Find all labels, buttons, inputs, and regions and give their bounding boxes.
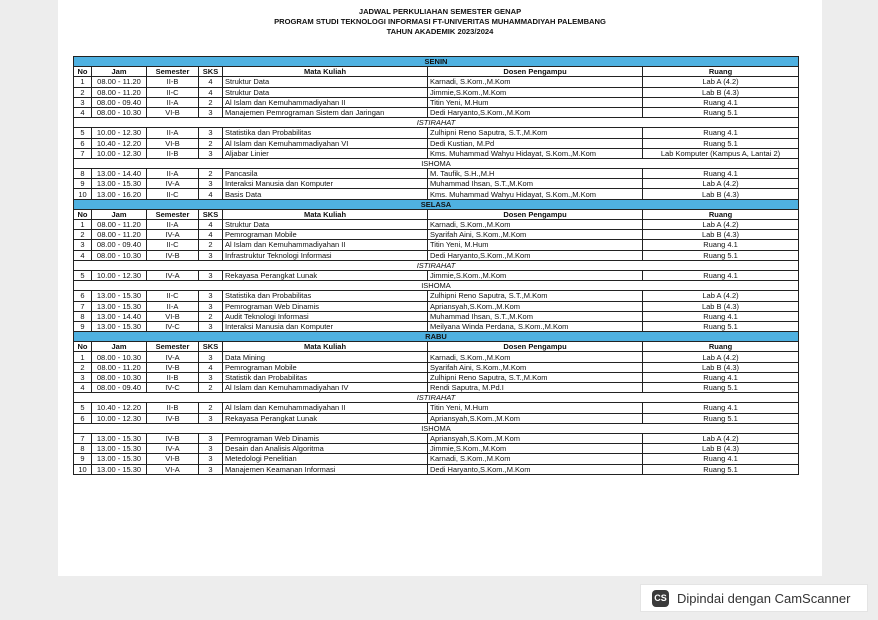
cell-mata-kuliah: Statistika dan Probabilitas [223, 128, 428, 138]
col-header-dosen: Dosen Pengampu [428, 209, 643, 219]
day-header-row [74, 332, 799, 342]
table-row [74, 433, 799, 443]
header-program: PROGRAM STUDI TEKNOLOGI INFORMASI FT-UNIVERITAS MUHAMMADIYAH PALEMBANG [274, 17, 606, 26]
cell-sks: 4 [199, 77, 223, 87]
cell-ruang: Ruang 4.1 [643, 169, 799, 179]
cell-jam: 08.00 - 11.20 [92, 77, 147, 87]
table-row [74, 148, 799, 158]
cell-no: 9 [74, 179, 92, 189]
cell-jam: 08.00 - 10.30 [92, 107, 147, 117]
cell-jam: 10.40 - 12.20 [92, 403, 147, 413]
cell-no: 4 [74, 383, 92, 393]
cell-jam: 08.00 - 09.40 [92, 383, 147, 393]
cell-no: 9 [74, 454, 92, 464]
scanned-page [58, 0, 822, 576]
cell-dosen: Jimmie,S.Kom.,M.Kom [428, 270, 643, 280]
col-header-ruang: Ruang [643, 209, 799, 219]
cell-jam: 13.00 - 15.30 [92, 291, 147, 301]
cell-ruang: Lab A (4.2) [643, 179, 799, 189]
cell-no: 2 [74, 87, 92, 97]
cell-mata-kuliah: Interaksi Manusia dan Komputer [223, 179, 428, 189]
cell-dosen: Zulhipni Reno Saputra, S.T.,M.Kom [428, 128, 643, 138]
cell-sks: 3 [199, 291, 223, 301]
cell-ruang: Ruang 4.1 [643, 454, 799, 464]
cell-dosen: Dedi Haryanto,S.Kom.,M.Kom [428, 464, 643, 474]
cell-dosen: Syarifah Aini, S.Kom.,M.Kom [428, 362, 643, 372]
cell-semester: VI-B [147, 138, 199, 148]
cell-semester: VI-A [147, 464, 199, 474]
cell-no: 3 [74, 97, 92, 107]
cell-dosen: Rendi Saputra, M.Pd.I [428, 383, 643, 393]
col-header-dosen: Dosen Pengampu [428, 67, 643, 77]
col-header-no: No [74, 209, 92, 219]
cell-mata-kuliah: Manajemen Pemrograman Sistem dan Jaringan [223, 107, 428, 117]
cell-jam: 13.00 - 15.30 [92, 433, 147, 443]
cell-semester: II-A [147, 220, 199, 230]
cell-mata-kuliah: Statistika dan Probabilitas [223, 291, 428, 301]
cell-semester: VI-B [147, 311, 199, 321]
cell-semester: IV-B [147, 413, 199, 423]
cell-jam: 10.00 - 12.30 [92, 270, 147, 280]
cell-ruang: Ruang 5.1 [643, 413, 799, 423]
cell-dosen: Syarifah Aini, S.Kom.,M.Kom [428, 230, 643, 240]
cell-jam: 08.00 - 10.30 [92, 352, 147, 362]
cell-no: 3 [74, 372, 92, 382]
cell-jam: 10.00 - 12.30 [92, 148, 147, 158]
break-row [74, 118, 799, 128]
cell-mata-kuliah: Rekayasa Perangkat Lunak [223, 413, 428, 423]
break-label: ISHOMA [74, 158, 799, 168]
table-row [74, 128, 799, 138]
cell-dosen: Dedi Kustian, M.Pd [428, 138, 643, 148]
col-header-mata-kuliah: Mata Kuliah [223, 342, 428, 352]
cell-sks: 3 [199, 464, 223, 474]
col-header-jam: Jam [92, 342, 147, 352]
table-row [74, 464, 799, 474]
cell-mata-kuliah: Interaksi Manusia dan Komputer [223, 321, 428, 331]
cell-no: 4 [74, 107, 92, 117]
cell-sks: 4 [199, 189, 223, 199]
cell-semester: IV-A [147, 179, 199, 189]
cell-dosen: Titin Yeni, M.Hum [428, 403, 643, 413]
cell-sks: 2 [199, 311, 223, 321]
cell-ruang: Ruang 5.1 [643, 383, 799, 393]
cell-sks: 3 [199, 352, 223, 362]
table-row [74, 250, 799, 260]
cell-jam: 08.00 - 11.20 [92, 230, 147, 240]
table-row [74, 383, 799, 393]
cell-mata-kuliah: Manajemen Keamanan Informasi [223, 464, 428, 474]
table-row [74, 77, 799, 87]
cell-jam: 10.40 - 12.20 [92, 138, 147, 148]
cell-sks: 2 [199, 138, 223, 148]
col-header-mata-kuliah: Mata Kuliah [223, 209, 428, 219]
cell-jam: 13.00 - 15.30 [92, 454, 147, 464]
cell-semester: II-A [147, 169, 199, 179]
cell-ruang: Ruang 5.1 [643, 138, 799, 148]
cell-mata-kuliah: Aljabar Linier [223, 148, 428, 158]
header-title: JADWAL PERKULIAHAN SEMESTER GENAP [358, 7, 522, 16]
cell-no: 7 [74, 433, 92, 443]
cell-mata-kuliah: Infrastruktur Teknologi Informasi [223, 250, 428, 260]
cell-ruang: Lab B (4.3) [643, 87, 799, 97]
col-header-no: No [74, 342, 92, 352]
col-header-jam: Jam [92, 209, 147, 219]
cell-no: 6 [74, 291, 92, 301]
table-row [74, 454, 799, 464]
cell-mata-kuliah: Basis Data [223, 189, 428, 199]
table-row [74, 270, 799, 280]
col-header-sks: SKS [199, 342, 223, 352]
cell-semester: IV-A [147, 270, 199, 280]
cell-mata-kuliah: Al Islam dan Kemuhammadiyahan VI [223, 138, 428, 148]
cell-dosen: Meilyana Winda Perdana, S.Kom.,M.Kom [428, 321, 643, 331]
cell-mata-kuliah: Pemrograman Mobile [223, 230, 428, 240]
cell-semester: II-A [147, 301, 199, 311]
cell-semester: IV-B [147, 433, 199, 443]
cell-sks: 3 [199, 444, 223, 454]
break-row [74, 423, 799, 433]
cell-ruang: Lab A (4.2) [643, 352, 799, 362]
cell-semester: II-B [147, 148, 199, 158]
cell-no: 10 [74, 189, 92, 199]
cell-mata-kuliah: Struktur Data [223, 77, 428, 87]
column-header-row [74, 209, 799, 219]
table-row [74, 291, 799, 301]
cell-ruang: Ruang 4.1 [643, 311, 799, 321]
cell-dosen: Kms. Muhammad Wahyu Hidayat, S.Kom.,M.Kom [428, 148, 643, 158]
camscanner-text: Dipindai dengan CamScanner [677, 590, 851, 606]
cell-mata-kuliah: Al Islam dan Kemuhammadiyahan II [223, 403, 428, 413]
cell-no: 5 [74, 270, 92, 280]
cell-no: 1 [74, 220, 92, 230]
cell-sks: 3 [199, 454, 223, 464]
cell-ruang: Lab Komputer (Kampus A, Lantai 2) [643, 148, 799, 158]
col-header-dosen: Dosen Pengampu [428, 342, 643, 352]
table-row [74, 321, 799, 331]
cell-mata-kuliah: Struktur Data [223, 220, 428, 230]
col-header-ruang: Ruang [643, 342, 799, 352]
table-row [74, 230, 799, 240]
cell-sks: 3 [199, 301, 223, 311]
cell-semester: VI-B [147, 454, 199, 464]
cell-mata-kuliah: Metedologi Penelitian [223, 454, 428, 464]
camscanner-logo-icon: CS [652, 590, 669, 607]
cell-dosen: Muhammad Ihsan, S.T.,M.Kom [428, 311, 643, 321]
col-header-sks: SKS [199, 209, 223, 219]
cell-dosen: Titin Yeni, M.Hum [428, 97, 643, 107]
table-row [74, 220, 799, 230]
cell-no: 8 [74, 169, 92, 179]
column-header-row [74, 67, 799, 77]
camscanner-watermark [640, 584, 868, 612]
cell-ruang: Ruang 5.1 [643, 464, 799, 474]
table-row [74, 403, 799, 413]
cell-sks: 3 [199, 270, 223, 280]
cell-sks: 3 [199, 433, 223, 443]
cell-sks: 2 [199, 97, 223, 107]
cell-ruang: Lab A (4.2) [643, 77, 799, 87]
cell-no: 7 [74, 301, 92, 311]
table-row [74, 240, 799, 250]
cell-sks: 4 [199, 230, 223, 240]
cell-ruang: Lab A (4.2) [643, 433, 799, 443]
cell-sks: 3 [199, 321, 223, 331]
cell-dosen: Titin Yeni, M.Hum [428, 240, 643, 250]
cell-sks: 3 [199, 128, 223, 138]
cell-no: 2 [74, 362, 92, 372]
cell-ruang: Ruang 5.1 [643, 321, 799, 331]
cell-sks: 2 [199, 403, 223, 413]
cell-jam: 13.00 - 14.40 [92, 311, 147, 321]
cell-semester: IV-A [147, 230, 199, 240]
cell-jam: 13.00 - 16.20 [92, 189, 147, 199]
table-row [74, 169, 799, 179]
cell-dosen: Muhammad Ihsan, S.T.,M.Kom [428, 179, 643, 189]
cell-jam: 08.00 - 09.40 [92, 97, 147, 107]
cell-sks: 3 [199, 413, 223, 423]
col-header-semester: Semester [147, 67, 199, 77]
cell-ruang: Ruang 4.1 [643, 128, 799, 138]
cell-dosen: Karnadi, S.Kom.,M.Kom [428, 454, 643, 464]
cell-jam: 13.00 - 14.40 [92, 169, 147, 179]
cell-mata-kuliah: Statistik dan Probabilitas [223, 372, 428, 382]
cell-mata-kuliah: Pemrograman Web Dinamis [223, 433, 428, 443]
cell-ruang: Lab B (4.3) [643, 189, 799, 199]
cell-dosen: Karnadi, S.Kom.,M.Kom [428, 220, 643, 230]
cell-sks: 3 [199, 250, 223, 260]
cell-sks: 4 [199, 220, 223, 230]
cell-mata-kuliah: Al Islam dan Kemuhammadiyahan II [223, 97, 428, 107]
table-row [74, 189, 799, 199]
col-header-semester: Semester [147, 342, 199, 352]
table-row [74, 179, 799, 189]
cell-mata-kuliah: Data Mining [223, 352, 428, 362]
break-label: ISTIRAHAT [74, 118, 799, 128]
cell-sks: 3 [199, 148, 223, 158]
table-row [74, 352, 799, 362]
table-row [74, 372, 799, 382]
table-row [74, 138, 799, 148]
cell-no: 4 [74, 250, 92, 260]
table-row [74, 311, 799, 321]
cell-semester: IV-C [147, 321, 199, 331]
cell-semester: IV-C [147, 383, 199, 393]
table-row [74, 362, 799, 372]
cell-jam: 13.00 - 15.30 [92, 301, 147, 311]
cell-semester: IV-B [147, 362, 199, 372]
cell-dosen: Kms. Muhammad Wahyu Hidayat, S.Kom.,M.Kom [428, 189, 643, 199]
cell-dosen: Zulhipni Reno Saputra, S.T.,M.Kom [428, 372, 643, 382]
cell-dosen: Jimmie,S.Kom.,M.Kom [428, 444, 643, 454]
cell-semester: II-C [147, 291, 199, 301]
cell-dosen: Jimmie,S.Kom.,M.Kom [428, 87, 643, 97]
cell-mata-kuliah: Desain dan Analisis Algoritma [223, 444, 428, 454]
cell-jam: 08.00 - 10.30 [92, 250, 147, 260]
cell-semester: II-C [147, 240, 199, 250]
col-header-mata-kuliah: Mata Kuliah [223, 67, 428, 77]
document-header [58, 7, 822, 37]
cell-mata-kuliah: Al Islam dan Kemuhammadiyahan IV [223, 383, 428, 393]
cell-ruang: Ruang 5.1 [643, 107, 799, 117]
cell-mata-kuliah: Pemrograman Mobile [223, 362, 428, 372]
cell-jam: 10.00 - 12.30 [92, 128, 147, 138]
table-row [74, 301, 799, 311]
cell-ruang: Ruang 4.1 [643, 270, 799, 280]
cell-no: 6 [74, 413, 92, 423]
cell-jam: 13.00 - 15.30 [92, 464, 147, 474]
cell-sks: 4 [199, 87, 223, 97]
col-header-jam: Jam [92, 67, 147, 77]
cell-dosen: Dedi Haryanto,S.Kom.,M.Kom [428, 107, 643, 117]
cell-sks: 3 [199, 107, 223, 117]
cell-dosen: Dedi Haryanto,S.Kom.,M.Kom [428, 250, 643, 260]
cell-ruang: Ruang 4.1 [643, 97, 799, 107]
cell-dosen: Apriansyah,S.Kom.,M.Kom [428, 413, 643, 423]
cell-no: 8 [74, 444, 92, 454]
cell-sks: 3 [199, 372, 223, 382]
cell-dosen: Zulhipni Reno Saputra, S.T.,M.Kom [428, 291, 643, 301]
break-label: ISTIRAHAT [74, 260, 799, 270]
cell-dosen: Apriansyah,S.Kom.,M.Kom [428, 301, 643, 311]
cell-jam: 13.00 - 15.30 [92, 444, 147, 454]
cell-jam: 10.00 - 12.30 [92, 413, 147, 423]
break-row [74, 393, 799, 403]
cell-sks: 2 [199, 240, 223, 250]
cell-jam: 08.00 - 11.20 [92, 362, 147, 372]
break-label: ISTIRAHAT [74, 393, 799, 403]
cell-mata-kuliah: Pancasila [223, 169, 428, 179]
cell-no: 1 [74, 352, 92, 362]
cell-jam: 13.00 - 15.30 [92, 321, 147, 331]
cell-semester: II-B [147, 372, 199, 382]
break-label: ISHOMA [74, 423, 799, 433]
cell-no: 3 [74, 240, 92, 250]
cell-semester: II-B [147, 77, 199, 87]
cell-ruang: Ruang 4.1 [643, 372, 799, 382]
cell-no: 1 [74, 77, 92, 87]
cell-jam: 08.00 - 09.40 [92, 240, 147, 250]
cell-sks: 4 [199, 362, 223, 372]
break-row [74, 158, 799, 168]
day-header-row [74, 57, 799, 67]
cell-ruang: Lab B (4.3) [643, 301, 799, 311]
cell-mata-kuliah: Pemrograman Web Dinamis [223, 301, 428, 311]
cell-no: 5 [74, 128, 92, 138]
cell-ruang: Ruang 4.1 [643, 240, 799, 250]
cell-no: 9 [74, 321, 92, 331]
col-header-semester: Semester [147, 209, 199, 219]
cell-dosen: M. Taufik, S.H.,M.H [428, 169, 643, 179]
schedule-table [73, 56, 799, 475]
cell-dosen: Karnadi, S.Kom.,M.Kom [428, 352, 643, 362]
cell-semester: II-C [147, 87, 199, 97]
cell-semester: IV-A [147, 444, 199, 454]
table-row [74, 444, 799, 454]
cell-semester: II-C [147, 189, 199, 199]
cell-ruang: Lab B (4.3) [643, 230, 799, 240]
cell-semester: IV-B [147, 250, 199, 260]
cell-ruang: Lab B (4.3) [643, 362, 799, 372]
cell-mata-kuliah: Audit Teknologi Informasi [223, 311, 428, 321]
cell-no: 5 [74, 403, 92, 413]
cell-ruang: Lab A (4.2) [643, 291, 799, 301]
cell-dosen: Karnadi, S.Kom.,M.Kom [428, 77, 643, 87]
col-header-no: No [74, 67, 92, 77]
cell-ruang: Lab A (4.2) [643, 220, 799, 230]
cell-no: 10 [74, 464, 92, 474]
day-name: RABU [74, 332, 799, 342]
cell-jam: 13.00 - 15.30 [92, 179, 147, 189]
break-label: ISHOMA [74, 281, 799, 291]
day-name: SELASA [74, 199, 799, 209]
day-header-row [74, 199, 799, 209]
cell-jam: 08.00 - 10.30 [92, 372, 147, 382]
break-row [74, 281, 799, 291]
cell-semester: VI-B [147, 107, 199, 117]
header-year: TAHUN AKADEMIK 2023/2024 [386, 27, 494, 36]
cell-semester: II-A [147, 128, 199, 138]
cell-no: 7 [74, 148, 92, 158]
cell-sks: 2 [199, 169, 223, 179]
cell-no: 2 [74, 230, 92, 240]
cell-no: 8 [74, 311, 92, 321]
table-row [74, 87, 799, 97]
cell-semester: II-B [147, 403, 199, 413]
cell-ruang: Ruang 4.1 [643, 403, 799, 413]
cell-jam: 08.00 - 11.20 [92, 87, 147, 97]
cell-semester: IV-A [147, 352, 199, 362]
table-row [74, 107, 799, 117]
cell-sks: 2 [199, 383, 223, 393]
table-row [74, 413, 799, 423]
cell-no: 6 [74, 138, 92, 148]
cell-ruang: Lab B (4.3) [643, 444, 799, 454]
day-name: SENIN [74, 57, 799, 67]
cell-mata-kuliah: Struktur Data [223, 87, 428, 97]
col-header-ruang: Ruang [643, 67, 799, 77]
cell-ruang: Ruang 5.1 [643, 250, 799, 260]
table-row [74, 97, 799, 107]
col-header-sks: SKS [199, 67, 223, 77]
cell-dosen: Apriansyah,S.Kom.,M.Kom [428, 433, 643, 443]
break-row [74, 260, 799, 270]
cell-mata-kuliah: Rekayasa Perangkat Lunak [223, 270, 428, 280]
cell-jam: 08.00 - 11.20 [92, 220, 147, 230]
cell-mata-kuliah: Al Islam dan Kemuhammadiyahan II [223, 240, 428, 250]
column-header-row [74, 342, 799, 352]
cell-semester: II-A [147, 97, 199, 107]
cell-sks: 3 [199, 179, 223, 189]
